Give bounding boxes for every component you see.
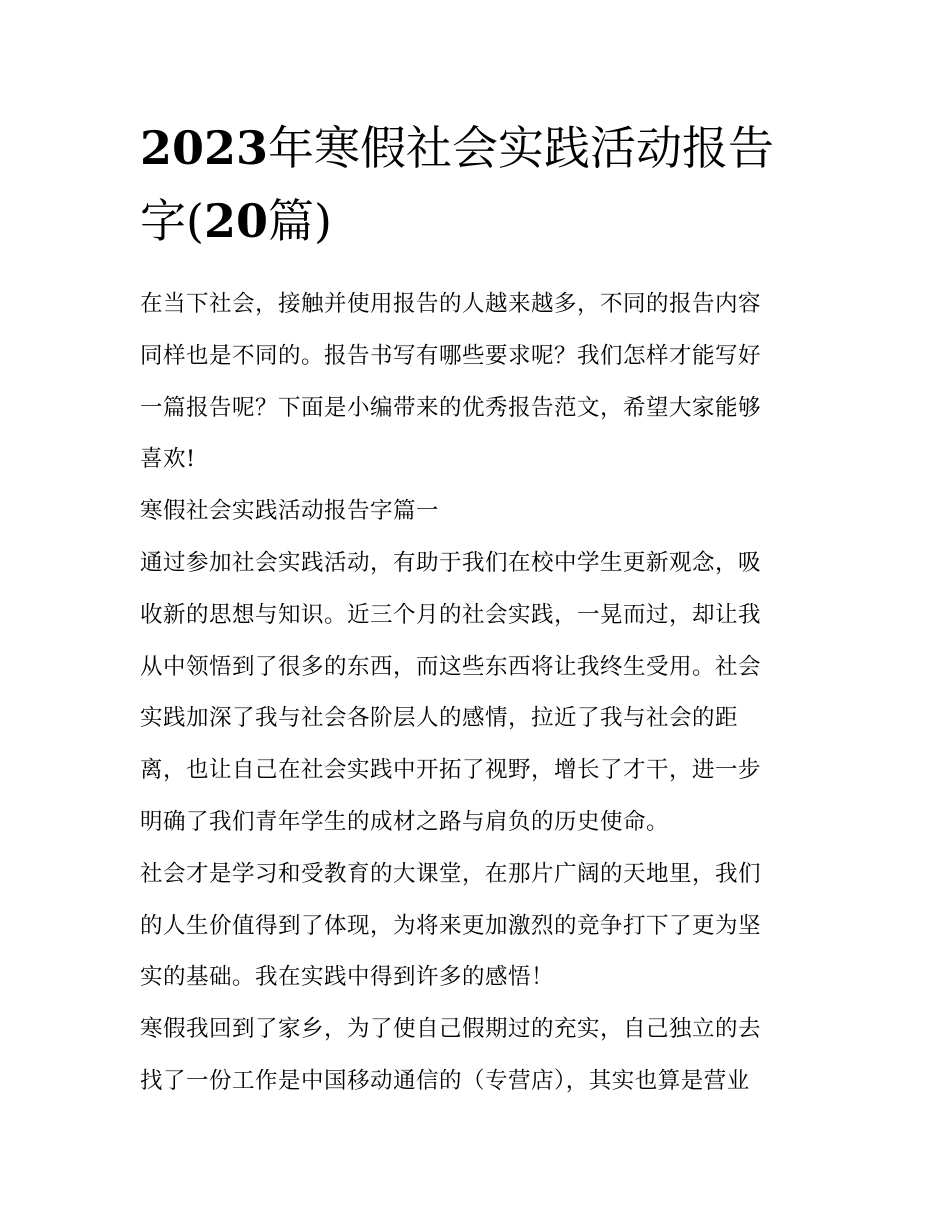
document-content bbox=[140, 112, 812, 1108]
title-text-1: 年寒假社会实践活动报告 bbox=[268, 121, 775, 175]
title-text-3: 篇) bbox=[267, 194, 332, 248]
text-line: 实践加深了我与社会各阶层人的感情，拉近了我与社会的距 bbox=[140, 705, 739, 732]
text-line: 通过参加社会实践活动，有助于我们在校中学生更新观念，吸 bbox=[140, 549, 762, 576]
paragraph-2 bbox=[140, 849, 812, 1004]
section-heading bbox=[140, 486, 812, 538]
text-line: 找了一份工作是中国移动通信的（专营店），其实也算是营业 bbox=[140, 1067, 750, 1094]
text-line: 在当下社会，接触并使用报告的人越来越多，不同的报告内容 bbox=[140, 291, 762, 317]
text-line: 一篇报告呢？下面是小编带来的优秀报告范文，希望大家能够 bbox=[140, 394, 762, 421]
text-line: 喜欢! bbox=[140, 446, 196, 473]
document-title bbox=[140, 112, 812, 258]
title-count: 20 bbox=[203, 194, 268, 248]
title-text-2: 字( bbox=[140, 194, 204, 248]
text-line: 寒假我回到了家乡，为了使自己假期过的充实，自己独立的去 bbox=[140, 1016, 762, 1043]
document-body bbox=[140, 279, 812, 1108]
title-year: 2023 bbox=[140, 121, 269, 175]
text-line: 社会才是学习和受教育的大课堂，在那片广阔的天地里，我们 bbox=[140, 860, 762, 887]
text-line: 离，也让自己在社会实践中开拓了视野，增长了才干，进一步 bbox=[140, 757, 762, 784]
text-line: 从中领悟到了很多的东西，而这些东西将让我终生受用。社会 bbox=[140, 653, 762, 680]
text-line: 收新的思想与知识。近三个月的社会实践，一晃而过，却让我 bbox=[140, 601, 762, 628]
paragraph-intro bbox=[140, 279, 812, 486]
text-line: 明确了我们青年学生的成材之路与肩负的历史使命。 bbox=[140, 808, 670, 835]
text-line: 实的基础。我在实践中得到许多的感悟！ bbox=[140, 964, 555, 991]
paragraph-3 bbox=[140, 1004, 812, 1108]
text-line: 寒假社会实践活动报告字篇一 bbox=[140, 498, 440, 525]
text-line: 的人生价值得到了体现，为将来更加激烈的竞争打下了更为坚 bbox=[140, 912, 762, 939]
title-line-2 bbox=[140, 185, 812, 258]
paragraph-1 bbox=[140, 538, 812, 849]
title-line-1 bbox=[140, 112, 812, 185]
text-line: 同样也是不同的。报告书写有哪些要求呢？我们怎样才能写好 bbox=[140, 342, 762, 369]
